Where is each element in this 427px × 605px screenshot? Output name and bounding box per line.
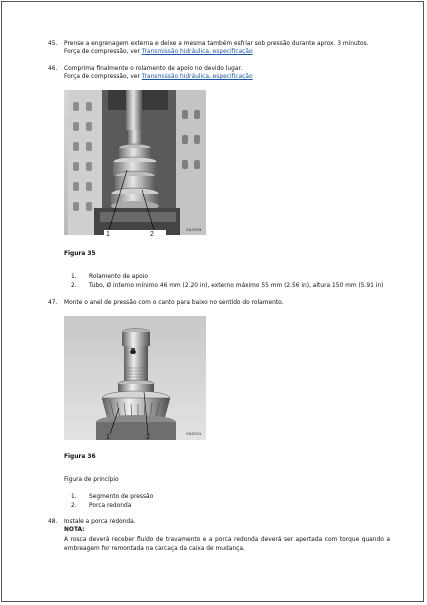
force-prefix: Força de compressão, ver bbox=[64, 74, 142, 80]
figure-36-photo bbox=[64, 316, 206, 440]
image-id: V1121978 bbox=[186, 228, 202, 232]
step-48-text: Instale a porca redonda. bbox=[64, 519, 136, 525]
list-item-number: 1. bbox=[71, 274, 77, 280]
step-46-force-line bbox=[64, 74, 253, 81]
spec-link[interactable]: Transmissão hidráulica, especificação bbox=[141, 74, 253, 80]
bearing-shaft-illustration bbox=[64, 316, 206, 440]
figure-caption: Figura 35 bbox=[64, 251, 96, 257]
figure-subcaption: Figura de princípio bbox=[64, 477, 119, 483]
list-item-number: 2. bbox=[71, 503, 77, 509]
callout-1: 1 bbox=[106, 434, 110, 441]
list-item-number: 1. bbox=[71, 494, 77, 500]
callout-2: 2 bbox=[146, 434, 150, 441]
list-item: Segmento de pressão bbox=[89, 494, 154, 500]
figure-35-photo bbox=[64, 90, 206, 235]
callout-2: 2 bbox=[150, 231, 154, 238]
step-45-text: Prense a engrenagem externa e deixe a mesma também esfriar sob pressão durante aprox. 3 minutos. bbox=[64, 41, 369, 47]
list-item: Tubo, Ø interno mínimo 46 mm (2.20 in), externo máximo 55 mm (2.56 in), altura 150 mm (5.91 in) bbox=[89, 283, 384, 289]
manual-page bbox=[1, 1, 424, 602]
list-item-number: 2. bbox=[71, 283, 77, 289]
step-45-force-line bbox=[64, 49, 253, 56]
force-prefix: Força de compressão, ver bbox=[64, 49, 142, 55]
spec-link[interactable]: Transmissão hidráulica, especificação bbox=[141, 49, 253, 55]
note-text: A rosca deverá receber fluido de travamento e a porca redonda deverá ser apertada com torque quando a embreagem for remontada na carcaça da caixa de mudança. bbox=[64, 537, 390, 552]
step-number: 46. bbox=[48, 66, 58, 72]
press-assembly-illustration bbox=[64, 90, 206, 235]
figure-caption: Figura 36 bbox=[64, 454, 96, 460]
note-label: NOTA: bbox=[64, 527, 85, 533]
callout-1: 1 bbox=[106, 231, 110, 238]
step-number: 48. bbox=[48, 519, 58, 525]
step-46-text: Comprima finalmente o rolamento de apoio no devido lugar. bbox=[64, 66, 243, 72]
list-item: Rolamento de apoio bbox=[89, 274, 148, 280]
step-number: 47. bbox=[48, 300, 58, 306]
image-id: V1120741 bbox=[186, 432, 202, 436]
list-item: Porca redonda bbox=[89, 503, 132, 509]
step-number: 45. bbox=[48, 41, 58, 47]
step-47-text: Monte o anel de pressão com o canto para baixo no sentido do rolamento. bbox=[64, 300, 284, 306]
